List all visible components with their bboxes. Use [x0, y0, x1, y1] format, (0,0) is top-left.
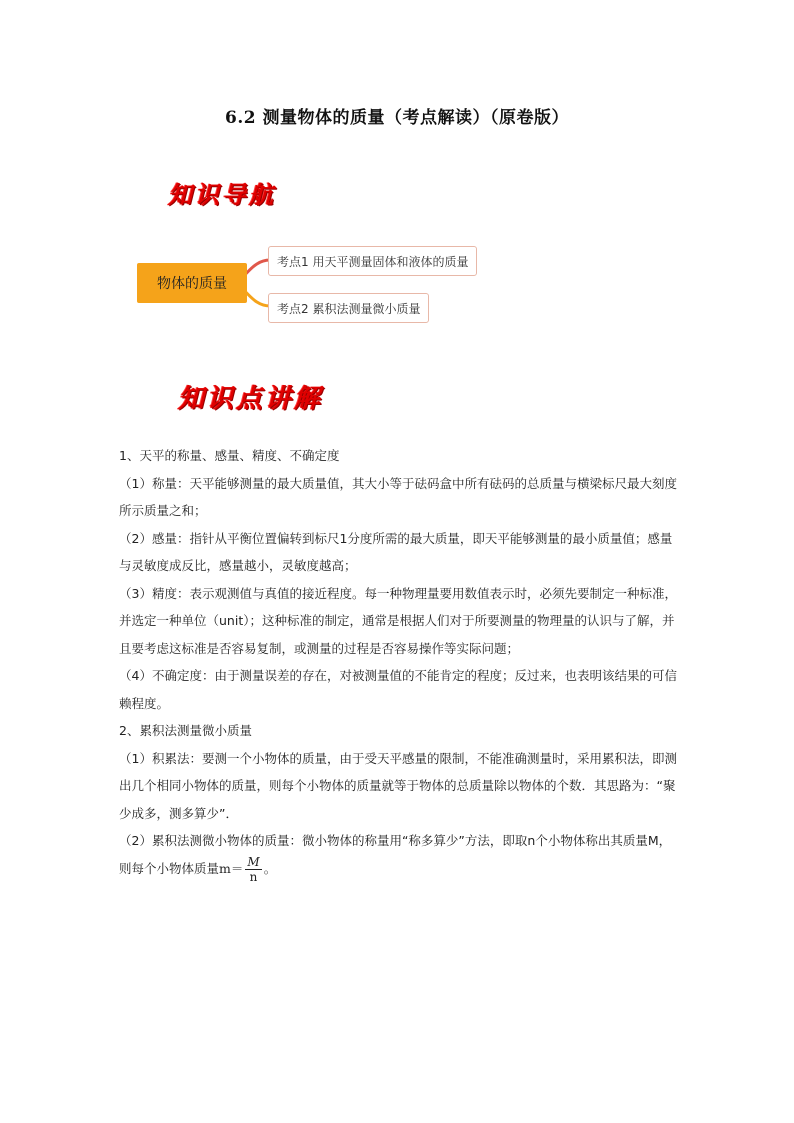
formula-eq: ＝	[230, 860, 244, 876]
mindmap-node-2: 考点2 累积法测量微小质量	[268, 293, 429, 323]
mindmap-root: 物体的质量	[137, 263, 247, 303]
formula-numerator: M	[247, 854, 260, 869]
heading-knowledge-navigation: 知识导航	[168, 180, 276, 209]
section-heading-2: 2、累积法测量微小质量	[119, 723, 252, 738]
section-2-item-2	[119, 827, 679, 884]
section-2-item-2-text: （2）累积法测微小物体的质量：微小物体的称量用“称多算少”方法，即取n个小物体称出其质量M，则每个小物体质量	[119, 833, 672, 876]
section-2-item-1: （1）积累法：要测一个小物体的质量，由于受天平感量的限制，不能准确测量时，采用累积法，即测出几个相同小物体的质量，则每个小物体的质量就等于物体的总质量除以物体的个数．其思路为：“聚少成多，测多算少”．	[119, 750, 677, 821]
mindmap-node-1: 考点1 用天平测量固体和液体的质量	[268, 246, 477, 276]
formula-end: 。	[263, 860, 277, 876]
formula-fraction	[245, 855, 261, 884]
section-heading-1: 1、天平的称量、感量、精度、不确定度	[119, 448, 340, 463]
formula-lhs: m	[219, 860, 231, 876]
heading-knowledge-explanation: 知识点讲解	[178, 384, 324, 414]
section-1-item-3: （3）精度：表示观测值与真值的接近程度。每一种物理量要用数值表示时，必须先要制定一种标准，并选定一种单位（unit）；这种标准的制定，通常是根据人们对于所要测量的物理量的认识与了解，并且要考虑这标准是否容易复制，或测量的过程是否容易操作等实际问题；	[119, 585, 677, 656]
page-title: 6.2 测量物体的质量（考点解读）（原卷版）	[225, 108, 569, 128]
section-1-item-1: （1）称量：天平能够测量的最大质量值，其大小等于砝码盒中所有砝码的总质量与横梁标尺最大刻度所示质量之和；	[119, 475, 677, 518]
section-1-item-2: （2）感量：指针从平衡位置偏转到标尺1分度所需的最大质量，即天平能够测量的最小质量值；感量与灵敏度成反比，感量越小，灵敏度越高；	[119, 530, 673, 573]
formula-denominator: n	[249, 869, 258, 884]
content-body	[119, 442, 679, 884]
section-1-item-4: （4）不确定度：由于测量误差的存在，对被测量值的不能肯定的程度；反过来，也表明该结果的可信赖程度。	[119, 668, 677, 711]
